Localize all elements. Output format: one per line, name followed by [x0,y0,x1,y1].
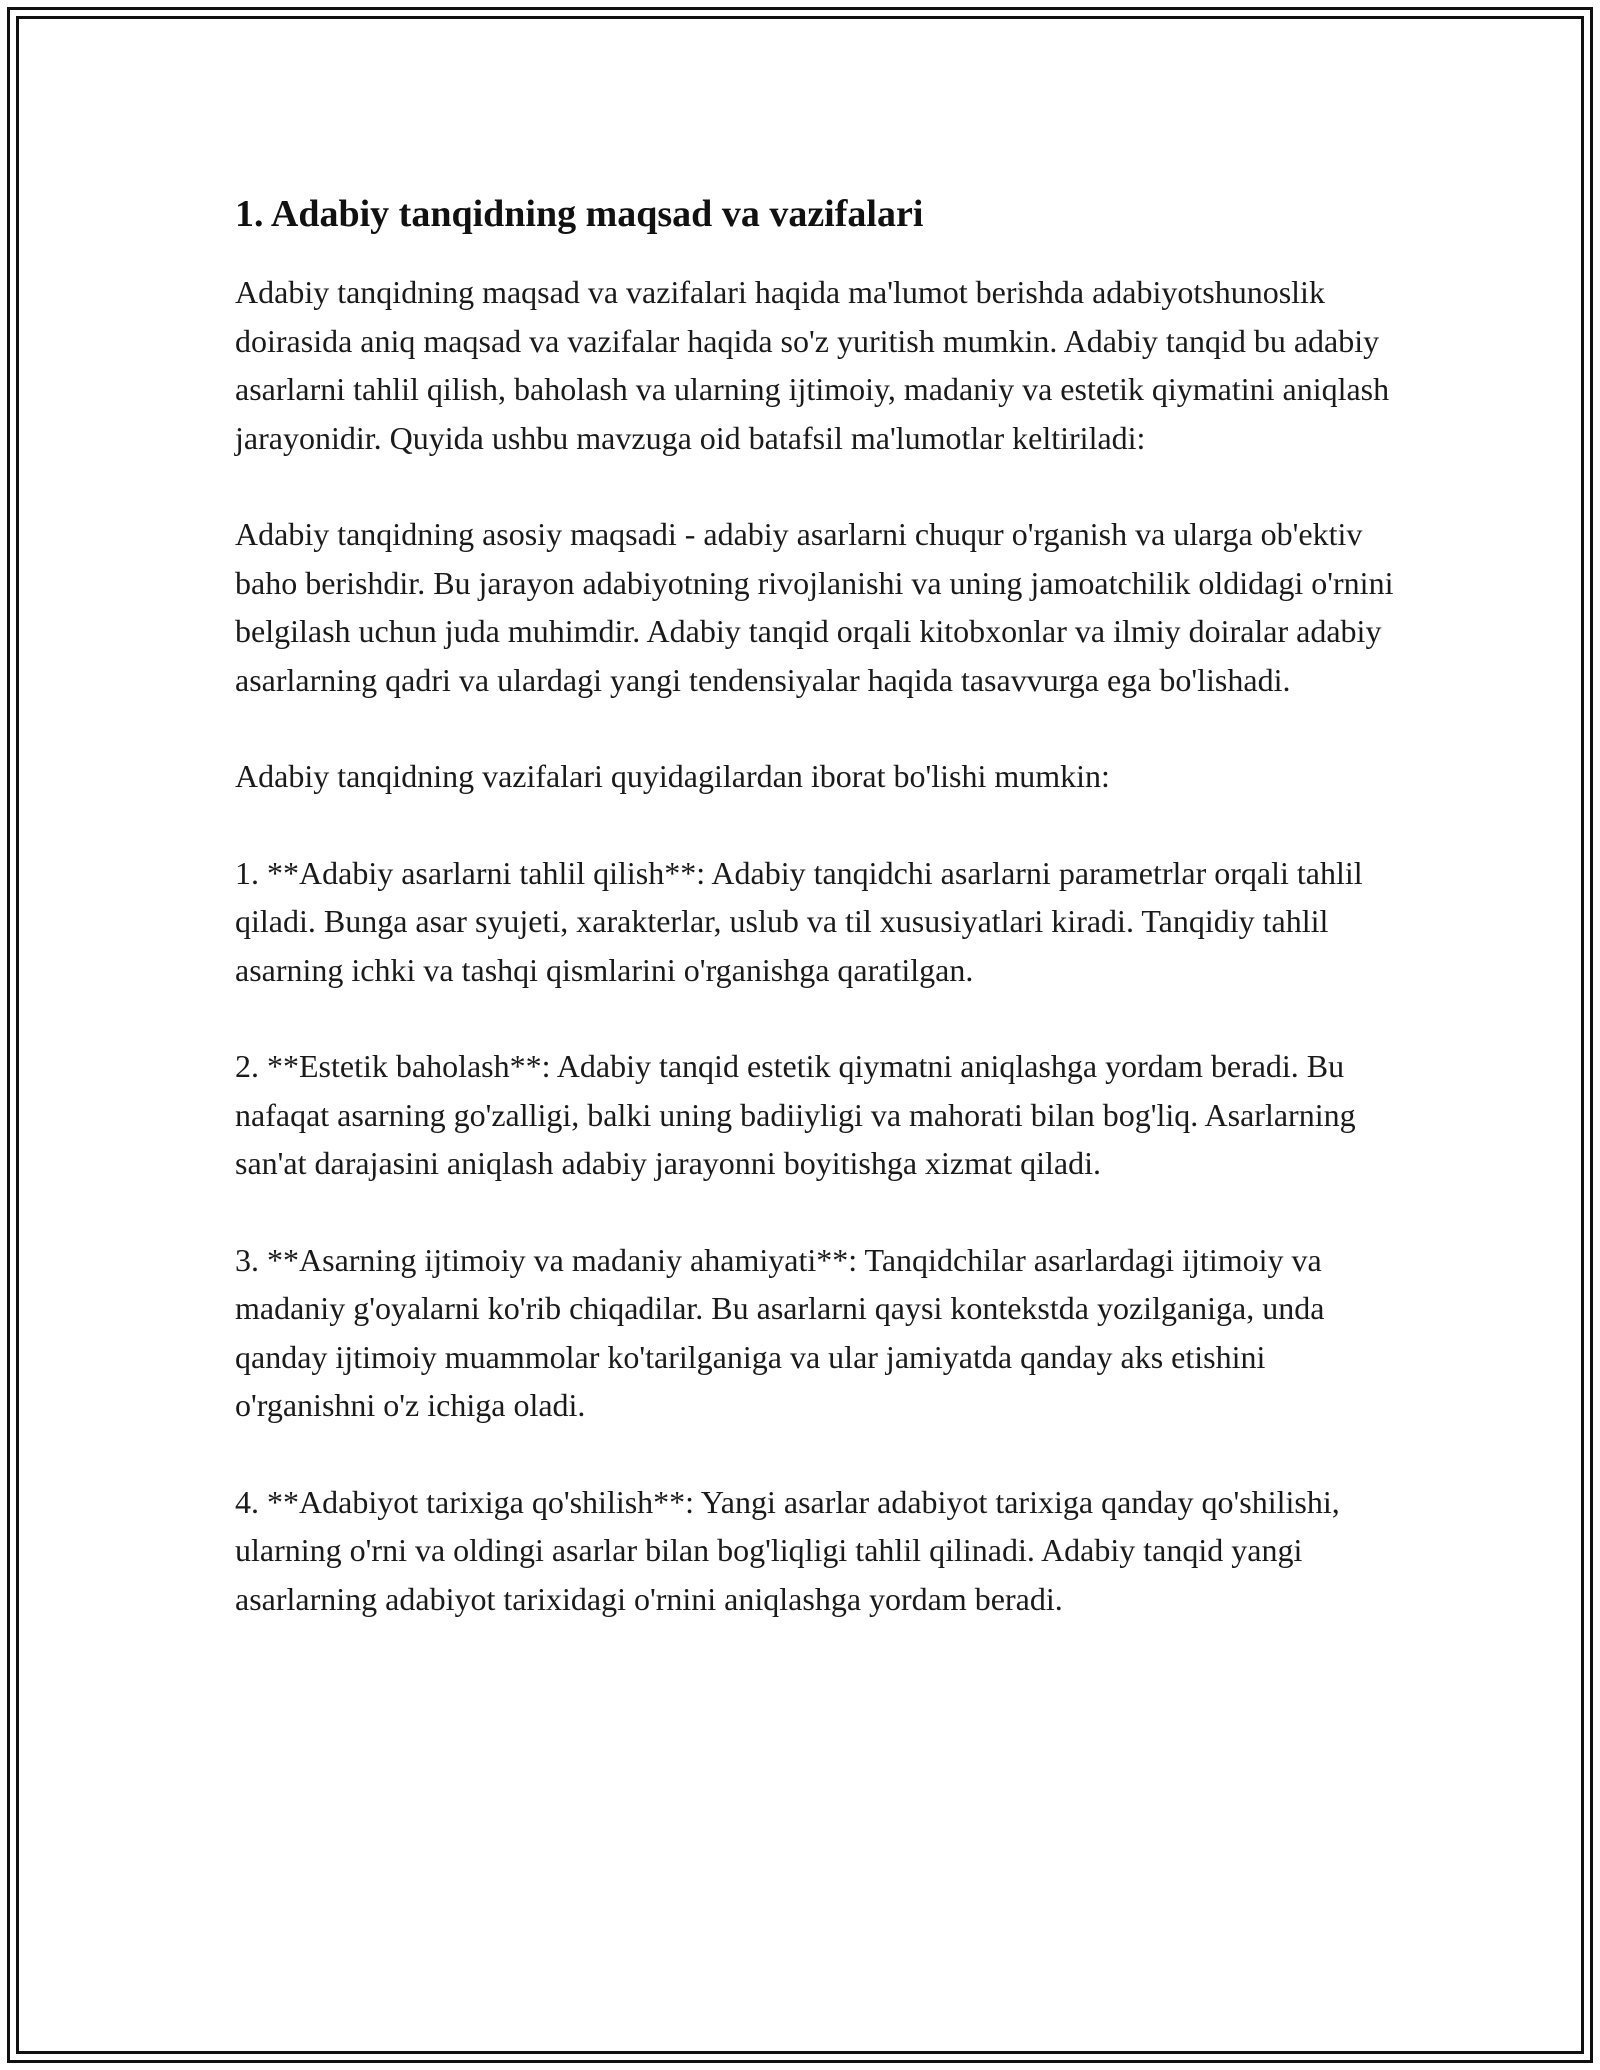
document-body [235,188,1395,1671]
paragraph-tasks-intro: Adabiy tanqidning vazifalari quyidagilardan iborat bo'lishi mumkin: [235,758,1110,794]
list-item-literary-history: 4. **Adabiyot tarixiga qo'shilish**: Yangi asarlar adabiyot tarixiga qanday qo'shilishi, ularning o'rni va oldingi asarlar bilan bog'liqligi tahlil qilinadi. Adabiy tanqid yangi asarlarning adabiyot tarixidagi o'rnini aniqlashga yordam beradi. [235,1483,1340,1617]
section-heading: 1. Adabiy tanqidning maqsad va vazifalari [235,193,924,235]
list-item-social-cultural: 3. **Asarning ijtimoiy va madaniy ahamiyati**: Tanqidchilar asarlardagi ijtimoiy va madaniy g'oyalarni ko'rib chiqadilar. Bu asarlarni qaysi kontekstda yozilganiga, unda qanday ijtimoiy muammolar ko'tarilganiga va ular jamiyatda qanday aks etishini o'rganishni o'z ichiga oladi. [235,1241,1325,1423]
list-item-analysis: 1. **Adabiy asarlarni tahlil qilish**: Adabiy tanqidchi asarlarni parametrlar orqali tahlil qiladi. Bunga asar syujeti, xarakterlar, uslub va til xususiyatlari kiradi. Tanqidiy tahlil asarning ichki va tashqi qismlarini o'rganishga qaratilgan. [235,854,1363,988]
list-item-aesthetic: 2. **Estetik baholash**: Adabiy tanqid estetik qiymatni aniqlashga yordam beradi. Bu nafaqat asarning go'zalligi, balki uning badiiyligi va mahorati bilan bog'liq. Asarlarning san'at darajasini aniqlash adabiy jarayonni boyitishga xizmat qiladi. [235,1048,1356,1181]
paragraph-intro: Adabiy tanqidning maqsad va vazifalari haqida ma'lumot berishda adabiyotshunoslik doirasida aniq maqsad va vazifalar haqida so'z yuritish mumkin. Adabiy tanqid bu adabiy asarlarni tahlil qilish, baholash va ularning ijtimoiy, madaniy va estetik qiymatini aniqlash jarayonidir. Quyida ushbu mavzuga oid batafsil ma'lumotlar keltiriladi: [235,274,1390,456]
paragraph-main-goal: Adabiy tanqidning asosiy maqsadi - adabiy asarlarni chuqur o'rganish va ularga ob'ektiv baho berishdir. Bu jarayon adabiyotning rivojlanishi va uning jamoatchilik oldidagi o'rnini belgilash uchun juda muhimdir. Adabiy tanqid orqali kitobxonlar va ilmiy doiralar adabiy asarlarning qadri va ulardagi yangi tendensiyalar haqida tasavvurga ega bo'lishadi. [235,516,1394,698]
